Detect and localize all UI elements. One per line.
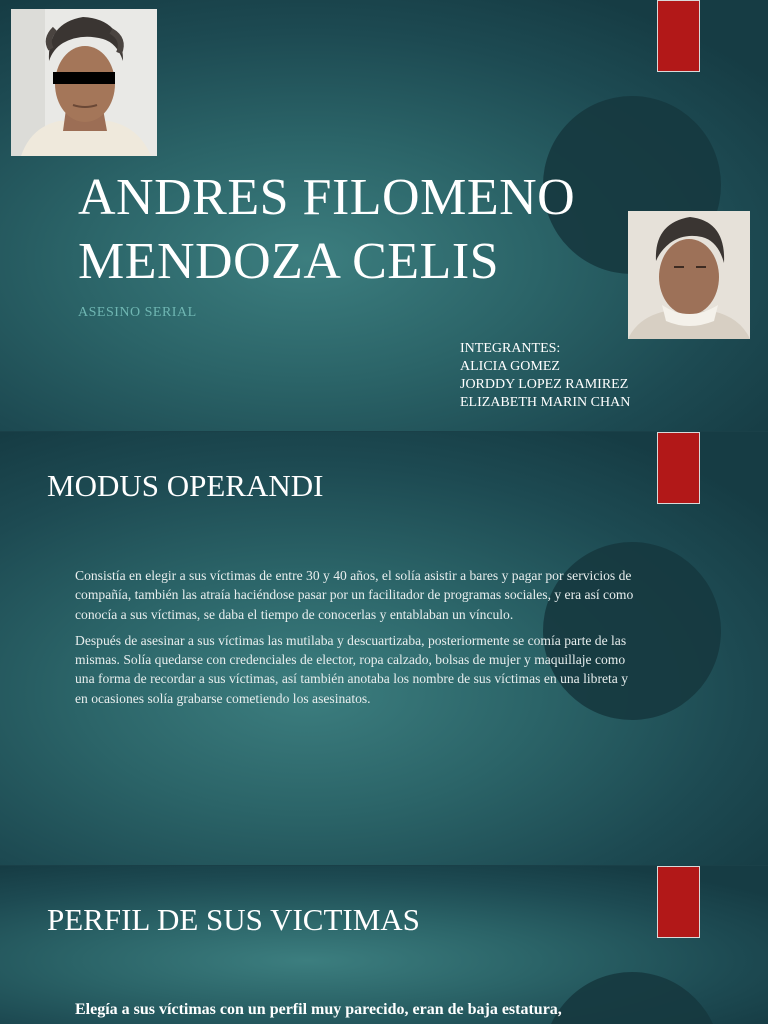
section-title: PERFIL DE SUS VICTIMAS xyxy=(47,902,420,937)
red-accent-bar xyxy=(657,0,700,72)
body-paragraph: Elegía a sus víctimas con un perfil muy parecido, eran de baja estatura, xyxy=(75,1001,562,1018)
paragraph-2: Después de asesinar a sus víctimas las mutilaba y descuartizaba, posteriormente se comía parte de las mismas. Solía quedarse con credenciales de elector, ropa calzado, bolsas de mujer y maquillaje como una forma de recordar a sus víctimas, así también anotaba los nombre de sus víctimas en una libreta y en ocasiones solía grabarse cometiendo los asesinatos. xyxy=(75,632,629,706)
subtitle: ASESINO SERIAL xyxy=(78,305,197,320)
red-accent-bar xyxy=(657,432,700,504)
modus-operandi-slide xyxy=(0,432,768,866)
mugshot-photo xyxy=(11,9,157,156)
title-line-1: ANDRES FILOMENO xyxy=(78,169,576,226)
member-name: JORDDY LOPEZ RAMIREZ xyxy=(460,377,629,392)
body-paragraph xyxy=(75,566,640,708)
title-slide xyxy=(0,0,768,432)
member-name: ELIZABETH MARIN CHAN xyxy=(460,395,631,410)
portrait-photo xyxy=(628,211,750,339)
member-name: ALICIA GOMEZ xyxy=(460,359,560,374)
members-heading: INTEGRANTES: xyxy=(460,341,561,356)
page-title xyxy=(78,166,575,294)
paragraph-1: Consistía en elegir a sus víctimas de entre 30 y 40 años, el solía asistir a bares y pagar por servicios de compañía, también las atraía haciéndose pasar por un facilitador de programas sociales, y era así como conocía a sus víctimas, se daba el tiempo de conocerlas y entablaban un vínculo. xyxy=(75,568,634,622)
victims-profile-slide xyxy=(0,866,768,1024)
title-line-2: MENDOZA CELIS xyxy=(78,233,500,290)
section-title: MODUS OPERANDI xyxy=(47,468,324,503)
red-accent-bar xyxy=(657,866,700,938)
members-list xyxy=(460,340,630,412)
